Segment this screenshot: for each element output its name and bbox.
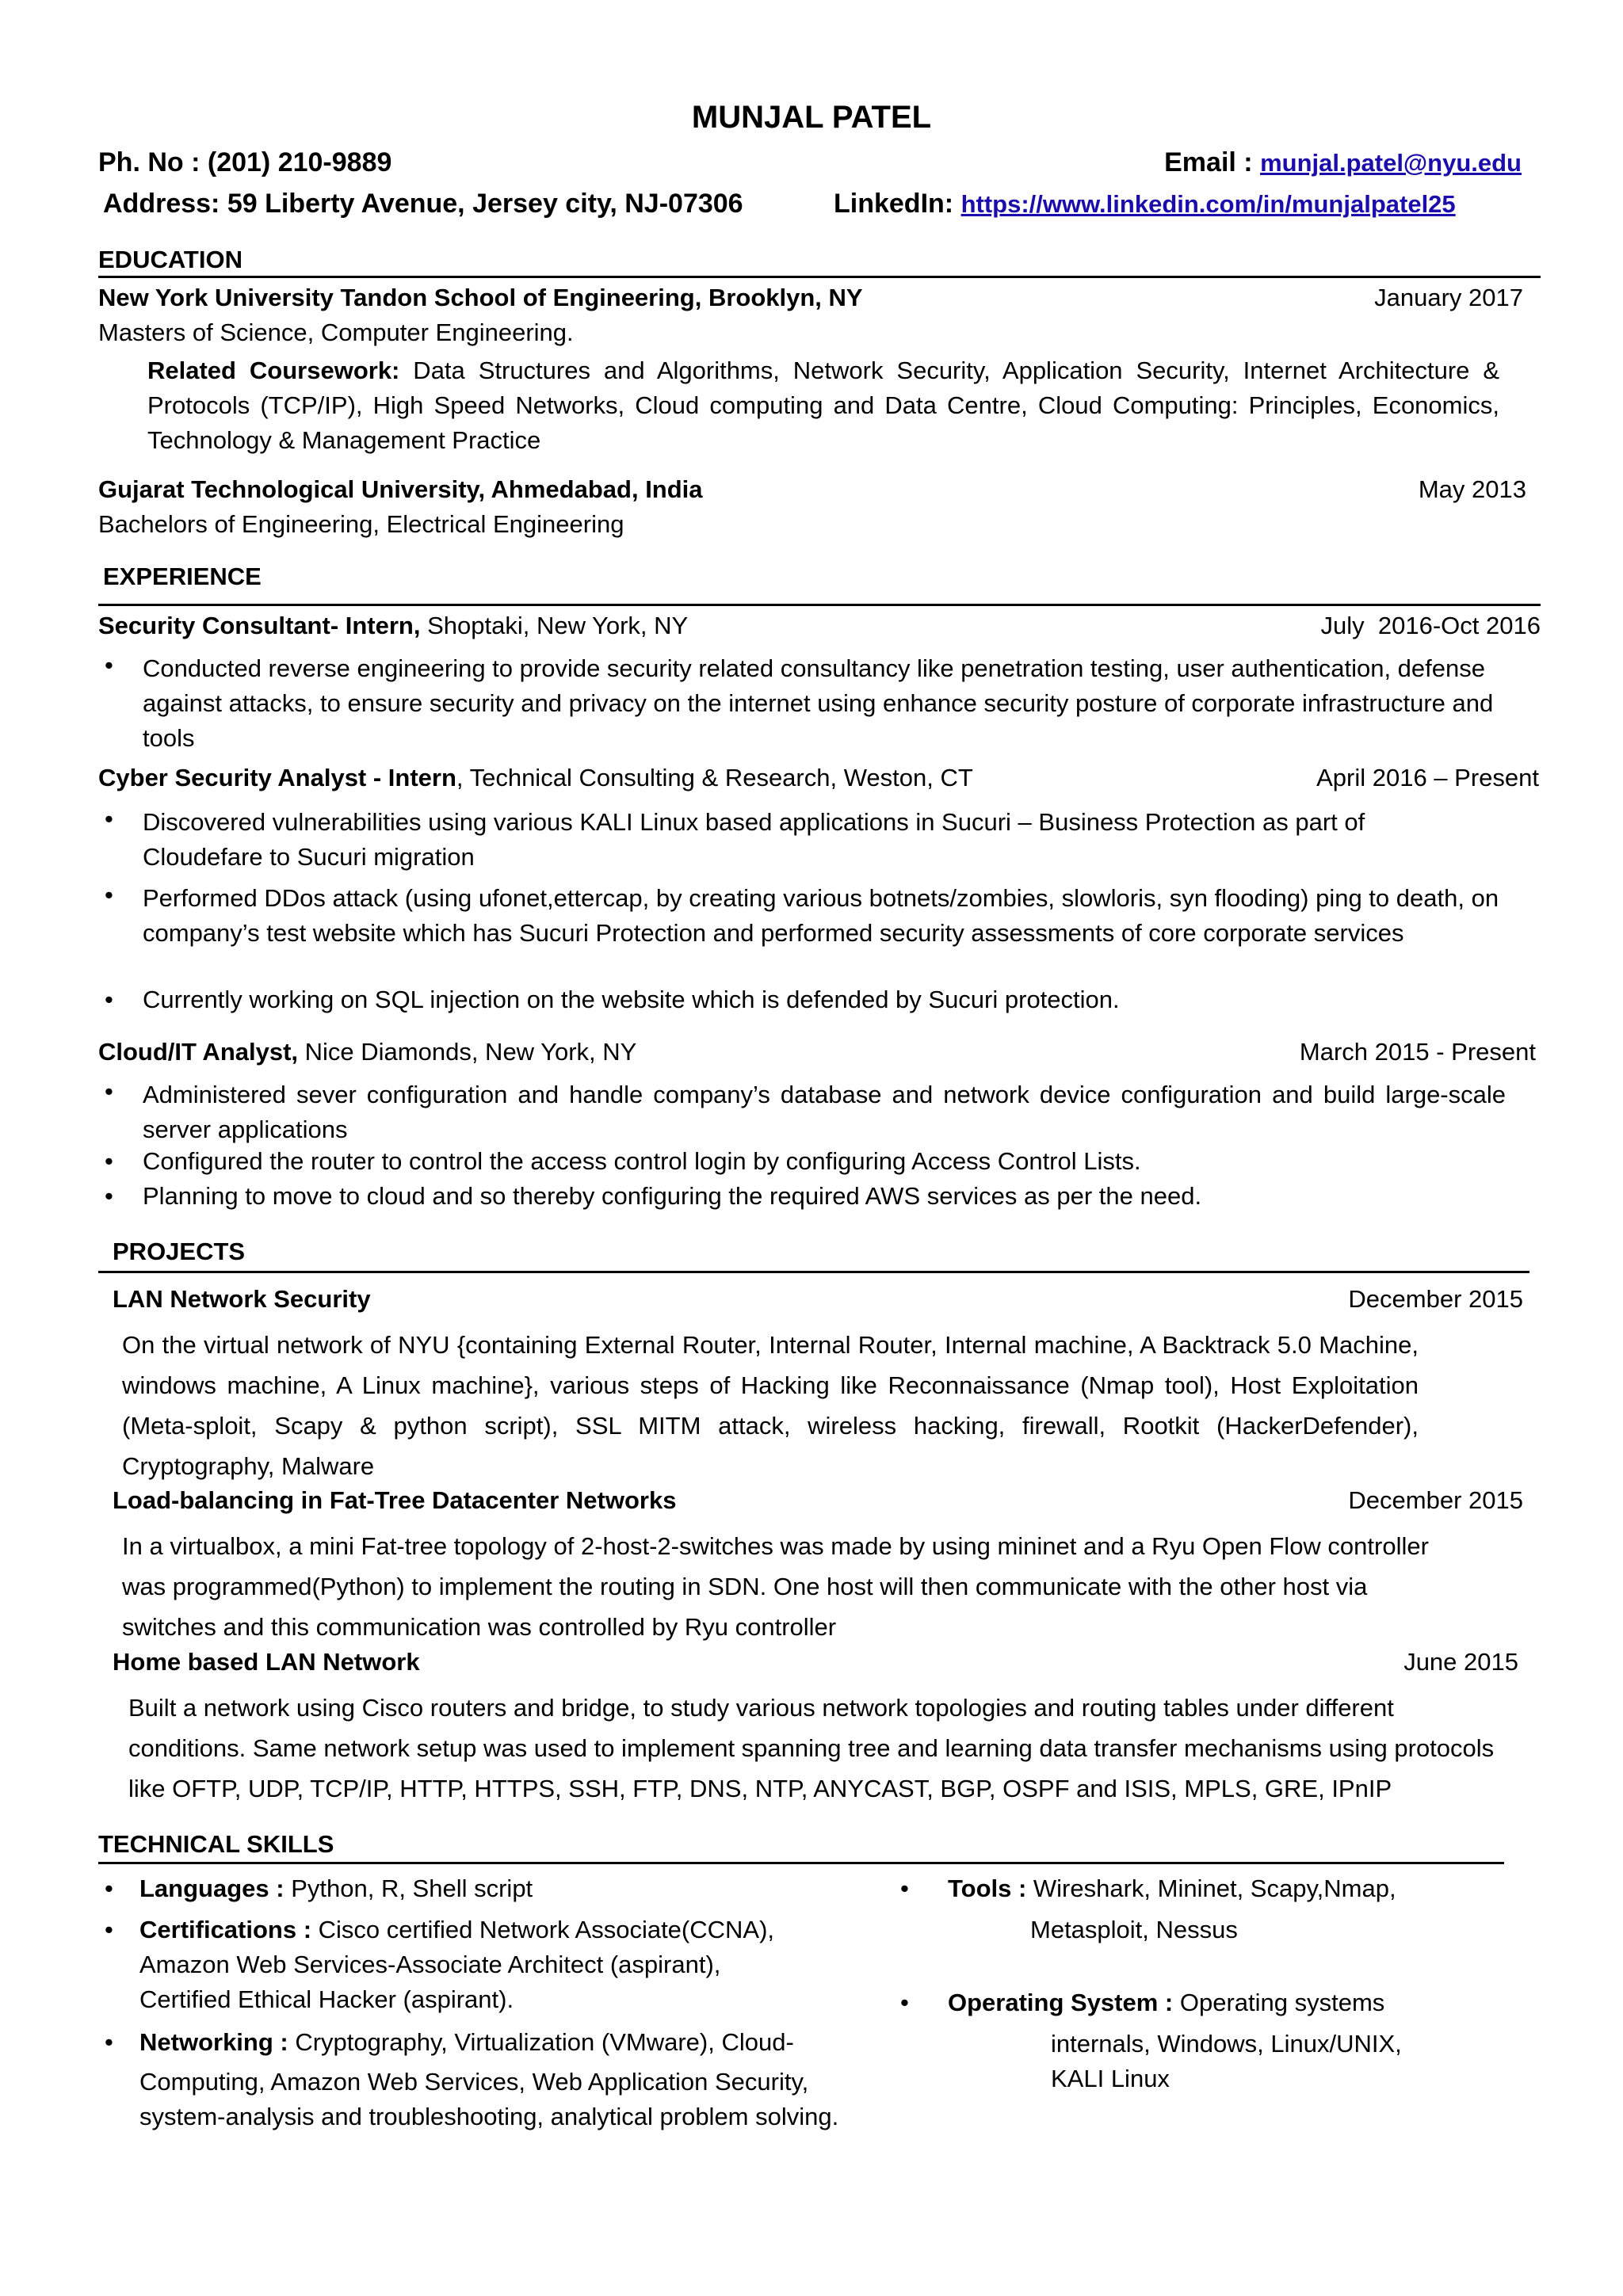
edu-gtu-school: Gujarat Technological University, Ahmedabad, India <box>98 475 703 503</box>
tools-line-1: Wireshark, Mininet, Scapy,Nmap, <box>1026 1875 1396 1902</box>
job-3-header <box>98 1038 636 1066</box>
skills-divider <box>98 1862 1504 1864</box>
edu-gtu-degree: Bachelors of Engineering, Electrical Engineering <box>98 510 624 538</box>
linkedin-label: LinkedIn: <box>834 189 961 219</box>
edu-nyu-degree: Masters of Science, Computer Engineering. <box>98 318 574 346</box>
os-line-3: KALI Linux <box>1051 2065 1170 2092</box>
bullet-icon: • <box>105 881 113 909</box>
edu-nyu-school: New York University Tandon School of Engineering, Brooklyn, NY <box>98 284 863 311</box>
project-1-title: LAN Network Security <box>113 1285 371 1313</box>
project-2-desc: In a virtualbox, a mini Fat-tree topology of 2-host-2-switches was made by using mininet and a Ryu Open Flow controller was programmed(Python) to implement the routing in SDN. One host will then communicate with the other host via switches and this communication was controlled by Ryu controller <box>122 1532 1429 1641</box>
coursework-list: Data Structures and Algorithms, Network Security, Application Security, Internet Architecture & Protocols (TCP/IP), High Speed Networks, Cloud computing and Data Centre, Cloud Computing: Principles, Economics, Technology & Management Practice <box>147 357 1500 454</box>
bullet-icon: • <box>105 1916 113 1943</box>
phone-number: Ph. No : (201) 210-9889 <box>98 147 392 177</box>
networking-label: Networking : <box>139 2028 288 2056</box>
project-2-title: Load-balancing in Fat-Tree Datacenter Networks <box>113 1486 677 1514</box>
edu-gtu-date: May 2013 <box>1418 475 1526 503</box>
bullet-icon: • <box>105 1182 113 1210</box>
languages-value: Python, R, Shell script <box>284 1875 533 1902</box>
networking-line-3: system-analysis and troubleshooting, analytical problem solving. <box>139 2103 839 2130</box>
bullet-icon: • <box>105 1077 113 1105</box>
coursework-label: Related Coursework: <box>147 357 400 384</box>
job-2-bullet-2: Performed DDos attack (using ufonet,ettercap, by creating various botnets/zombies, slowloris, syn flooding) ping to death, on company’s test website which has Sucuri Protection and performed security assessments of core corporate services <box>143 884 1499 947</box>
os-line-2: internals, Windows, Linux/UNIX, <box>1051 2030 1402 2058</box>
job-1-title: Security Consultant- Intern, <box>98 612 421 639</box>
skill-tools <box>948 1875 1396 1903</box>
bullet-icon: • <box>900 1875 909 1902</box>
linkedin-line <box>834 189 1456 219</box>
job-3-org: Nice Diamonds, New York, NY <box>298 1038 637 1066</box>
address: Address: 59 Liberty Avenue, Jersey city, NJ-07306 <box>103 189 743 219</box>
email-link[interactable]: munjal.patel@nyu.edu <box>1260 149 1522 177</box>
skill-certifications <box>139 1916 774 1944</box>
candidate-name: MUNJAL PATEL <box>691 100 932 135</box>
tools-line-2: Metasploit, Nessus <box>1030 1916 1238 1943</box>
os-line-1: Operating systems <box>1173 1989 1385 2016</box>
job-3-title: Cloud/IT Analyst, <box>98 1038 299 1066</box>
job-3-bullet-1: Administered sever configuration and handle company’s database and network device configuration and build large-scale server applications <box>143 1081 1506 1143</box>
job-1-org: Shoptaki, New York, NY <box>420 612 689 639</box>
project-2-date: December 2015 <box>1348 1486 1523 1514</box>
bullet-icon: • <box>900 1989 909 2016</box>
job-1-header <box>98 612 688 640</box>
email-label: Email : <box>1164 147 1261 177</box>
skill-networking <box>139 2028 794 2057</box>
job-2-date: April 2016 – Present <box>1316 764 1539 791</box>
skill-languages <box>139 1875 533 1903</box>
education-heading: EDUCATION <box>98 246 242 273</box>
project-3-date: June 2015 <box>1403 1648 1518 1676</box>
experience-divider <box>98 604 1541 606</box>
bullet-icon: • <box>105 2028 113 2056</box>
languages-label: Languages : <box>139 1875 285 1902</box>
bullet-icon: • <box>105 1875 113 1902</box>
job-1-bullet-1: Conducted reverse engineering to provide security related consultancy like penetration testing, user authentication, defense against attacks, to ensure security and privacy on the internet using enhance security posture of corporate infrastructure and tools <box>143 654 1494 752</box>
job-3-bullet-3: Planning to move to cloud and so thereby configuring the required AWS services as per the need. <box>143 1182 1202 1210</box>
experience-heading: EXPERIENCE <box>103 563 262 590</box>
projects-divider <box>98 1271 1529 1273</box>
skills-heading: TECHNICAL SKILLS <box>98 1830 334 1858</box>
job-3-date: March 2015 - Present <box>1299 1038 1536 1066</box>
job-2-header <box>98 764 973 792</box>
skill-operating-system <box>948 1989 1384 2017</box>
certifications-line-2: Amazon Web Services-Associate Architect (aspirant), <box>139 1951 721 1978</box>
job-2-title: Cyber Security Analyst - Intern <box>98 764 456 791</box>
projects-heading: PROJECTS <box>113 1238 246 1265</box>
linkedin-link[interactable]: https://www.linkedin.com/in/munjalpatel25 <box>960 190 1456 218</box>
job-2-bullet-1: Discovered vulnerabilities using various KALI Linux based applications in Sucuri – Business Protection as part of Cloudefare to Sucuri migration <box>143 808 1365 871</box>
certifications-label: Certifications : <box>139 1916 312 1943</box>
project-1-desc: On the virtual network of NYU {containing External Router, Internal Router, Internal machine, A Backtrack 5.0 Machine, windows machine, A Linux machine}, various steps of Hacking like Reconnaissance (Nmap tool), Host Exploitation (Meta-sploit, Scapy & python script), SSL MITM attack, wireless hacking, firewall, Rootkit (HackerDefender), Cryptography, Malware <box>122 1331 1419 1480</box>
job-2-bullet-3: Currently working on SQL injection on the website which is defended by Sucuri protection. <box>143 986 1120 1013</box>
job-3-bullet-2: Configured the router to control the access control login by configuring Access Control Lists. <box>143 1147 1141 1175</box>
networking-line-2: Computing, Amazon Web Services, Web Application Security, <box>139 2068 809 2096</box>
bullet-icon: • <box>105 651 113 679</box>
bullet-icon: • <box>105 986 113 1013</box>
project-3-desc: Built a network using Cisco routers and bridge, to study various network topologies and routing tables under different conditions. Same network setup was used to implement spanning tree and learning data transfer mechanisms using protocols like OFTP, UDP, TCP/IP, HTTP, HTTPS, SSH, FTP, DNS, NTP, ANYCAST, BGP, OSPF and ISIS, MPLS, GRE, IPnIP <box>128 1694 1495 1802</box>
email-line <box>1164 147 1522 178</box>
bullet-icon: • <box>105 805 113 833</box>
job-1-date: July 2016-Oct 2016 <box>1320 612 1541 639</box>
project-3-title: Home based LAN Network <box>113 1648 420 1676</box>
job-2-org: , Technical Consulting & Research, Weston, CT <box>456 764 973 791</box>
bullet-icon: • <box>105 1147 113 1175</box>
edu-nyu-coursework <box>147 353 1499 458</box>
certifications-line-1: Cisco certified Network Associate(CCNA), <box>311 1916 775 1943</box>
education-divider <box>98 276 1541 278</box>
networking-line-1: Cryptography, Virtualization (VMware), Cloud- <box>288 2028 794 2056</box>
certifications-line-3: Certified Ethical Hacker (aspirant). <box>139 1985 514 2013</box>
edu-nyu-date: January 2017 <box>1374 284 1523 311</box>
os-label: Operating System : <box>948 1989 1174 2016</box>
tools-label: Tools : <box>948 1875 1027 1902</box>
project-1-date: December 2015 <box>1348 1285 1523 1313</box>
